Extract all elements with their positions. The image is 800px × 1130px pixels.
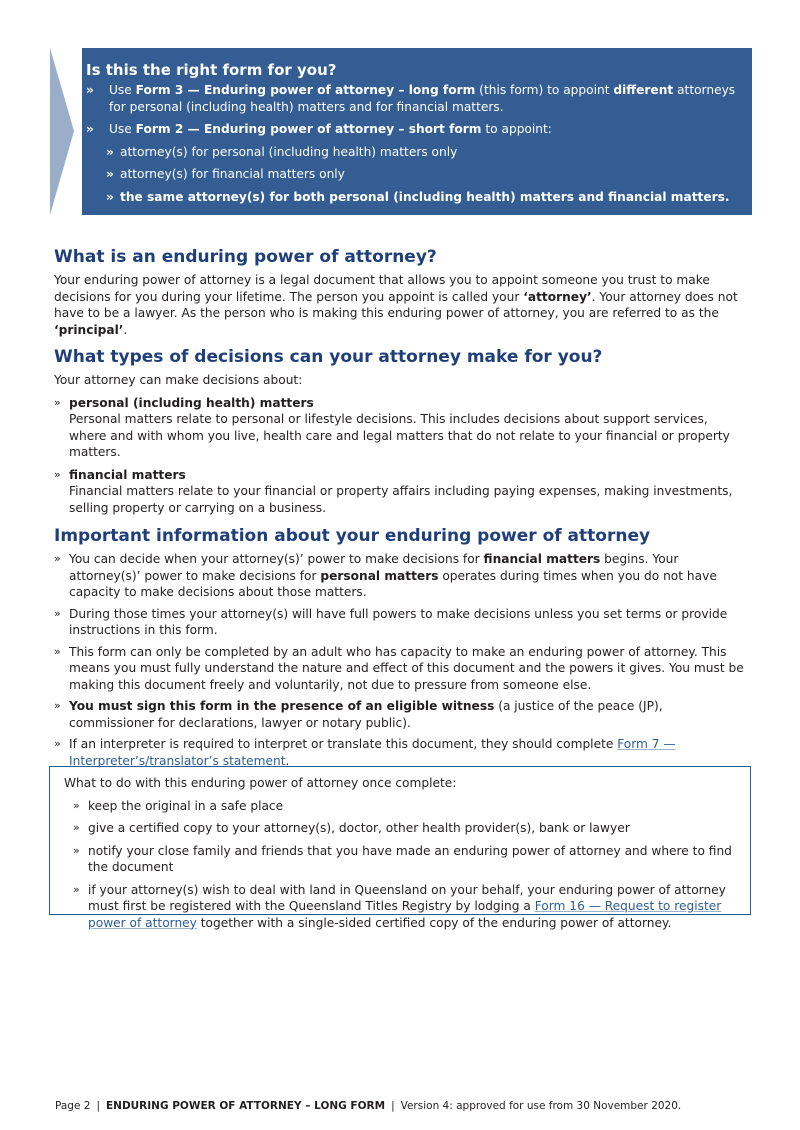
- what-is-paragraph: Your enduring power of attorney is a legal document that allows you to appoint someone you trust to make decisions for you during your lifetime. The person you appoint is called your ‘attorney’. Your attorney does not have to be a lawyer. As the person who is making this enduring power of attorney, you are referred to as the ‘principal’.: [54, 273, 738, 337]
- chevron-arrow-icon: [50, 48, 74, 215]
- bullet-marker: »: [73, 798, 80, 812]
- section-heading: Important information about your enduring power of attorney: [54, 526, 651, 546]
- bullet-marker: »: [86, 122, 94, 136]
- form-2-name: Form 2 — Enduring power of attorney – short form: [135, 122, 482, 136]
- bullet-marker: »: [54, 644, 61, 658]
- list-item: » keep the original in a safe place: [73, 798, 284, 813]
- list-item: » notify your close family and friends that you have made an enduring power of attorney and where to find the document: [73, 843, 732, 874]
- bullet-marker: »: [54, 467, 61, 481]
- footer-title: ENDURING POWER OF ATTORNEY – LONG FORM: [105, 1100, 386, 1112]
- section-heading: What types of decisions can your attorney make for you?: [54, 347, 603, 367]
- bullet-marker: »: [54, 699, 61, 712]
- list-item: » During those times your attorney(s) will have full powers to make decisions unless you set terms or provide instructions in this form.: [54, 606, 728, 637]
- list-item: » This form can only be completed by an adult who has capacity to make an enduring power of attorney. This means you must fully understand the nature and effect of this document and the powers it gives. You must be making this document freely and voluntarily, not due to pressure from someone else.: [54, 644, 744, 692]
- section-heading: What is an enduring power of attorney?: [54, 247, 437, 267]
- footer-version: Version 4: approved for use from 30 November 2020.: [400, 1100, 682, 1112]
- what-is-section: [54, 246, 746, 338]
- page-footer: [55, 1099, 681, 1113]
- list-item: » if your attorney(s) wish to deal with land in Queensland on your behalf, your enduring power of attorney must first be registered with the Queensland Titles Registry by lodging a Form 16 — Request to register power of attorney together with a single-sided certified copy of the enduring power of attorney.: [73, 882, 726, 930]
- bullet-marker: »: [73, 882, 80, 896]
- banner-item: » Use Form 2 — Enduring power of attorney – short form to appoint:: [86, 122, 552, 136]
- list-item: » You can decide when your attorney(s)’ power to make decisions for financial matters begins. Your attorney(s)’ power to make decisions for personal matters operates during times when you do not have capacity to make decisions about those matters.: [54, 552, 717, 599]
- footer-separator: |: [96, 1100, 100, 1112]
- banner-item: » Use Form 3 — Enduring power of attorney – long form (this form) to appoint different attorneys for personal (including health) matters and for financial matters.: [86, 83, 736, 114]
- bullet-marker: »: [106, 144, 114, 159]
- list-item: » You must sign this form in the presence of an eligible witness (a justice of the peace (JP), commissioner for declarations, lawyer or notary public).: [54, 699, 663, 730]
- bullet-marker: »: [54, 395, 61, 409]
- bullet-marker: »: [73, 843, 80, 857]
- list-item: » financial matters Financial matters relate to your financial or property affairs including paying expenses, making investments, selling property or carrying on a business.: [54, 467, 733, 515]
- bullet-marker: »: [106, 189, 114, 204]
- list-item: » give a certified copy to your attorney(s), doctor, other health provider(s), bank or lawyer: [73, 821, 630, 835]
- bullet-marker: »: [54, 737, 61, 750]
- form-7-link[interactable]: Form 7 — Interpreter’s/translator’s statement: [69, 737, 676, 768]
- form-16-link[interactable]: Form 16 — Request to register power of attorney: [88, 899, 722, 930]
- bullet-marker: »: [106, 167, 114, 181]
- bullet-marker: »: [54, 606, 61, 620]
- banner-title: Is this the right form for you?: [86, 61, 337, 79]
- bullet-marker: »: [73, 821, 80, 834]
- bullet-marker: »: [86, 83, 94, 97]
- banner-subitem: » attorney(s) for financial matters only: [106, 167, 345, 181]
- footer-separator: |: [391, 1100, 395, 1112]
- decisions-intro: Your attorney can make decisions about:: [54, 373, 303, 387]
- list-item: » personal (including health) matters Personal matters relate to personal or lifestyle decisions. This includes decisions about support services, where and with whom you live, health care and legal matters that do not relate to your financial or property matters.: [54, 395, 730, 459]
- bullet-marker: »: [54, 552, 61, 565]
- page-number: Page 2: [55, 1100, 91, 1112]
- important-section: [54, 525, 746, 774]
- banner-subitem: » the same attorney(s) for both personal (including health) matters and financial matters.: [106, 189, 730, 204]
- decisions-section: [54, 346, 746, 521]
- form-3-name: Form 3 — Enduring power of attorney – long form: [135, 83, 476, 97]
- form-selection-banner: [82, 48, 752, 215]
- banner-subitem: » attorney(s) for personal (including health) matters only: [106, 144, 458, 159]
- after-completion-box: [49, 766, 751, 930]
- box-intro: What to do with this enduring power of attorney once complete:: [64, 776, 457, 790]
- list-item: » If an interpreter is required to interpret or translate this document, they should complete Form 7 — Interpreter’s/translator’s statement.: [54, 737, 676, 768]
